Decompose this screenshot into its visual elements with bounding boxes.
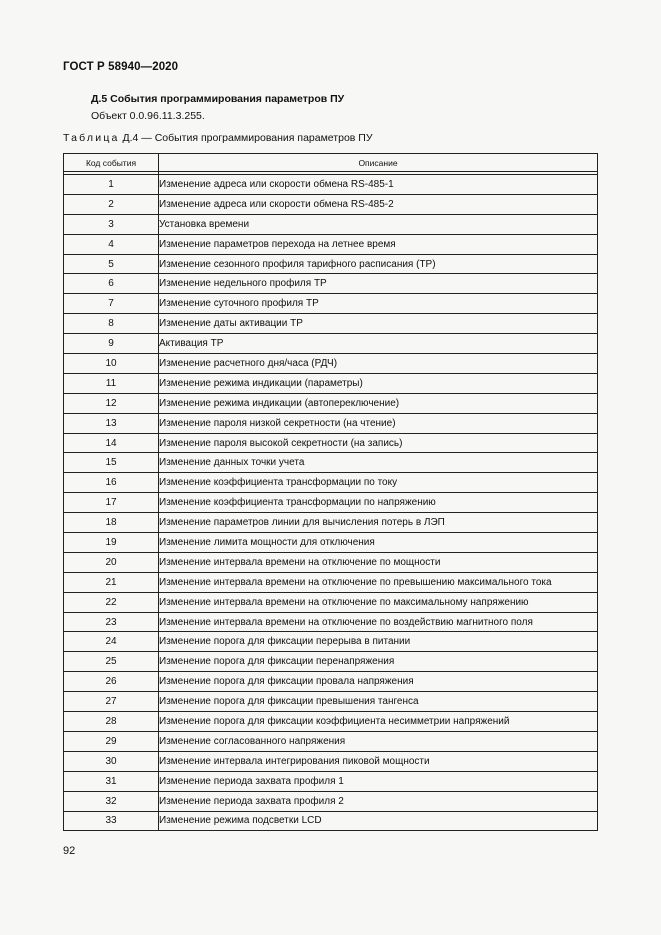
table-row — [64, 175, 598, 195]
table-row — [64, 334, 598, 354]
table-row — [64, 632, 598, 652]
event-description: Изменение порога для фиксации превышения тангенса — [159, 692, 598, 712]
table-row — [64, 751, 598, 771]
event-description: Установка времени — [159, 214, 598, 234]
event-code: 4 — [64, 234, 159, 254]
event-code: 11 — [64, 373, 159, 393]
table-row — [64, 712, 598, 732]
table-row — [64, 692, 598, 712]
event-code: 25 — [64, 652, 159, 672]
event-code: 12 — [64, 393, 159, 413]
event-code: 32 — [64, 791, 159, 811]
event-description: Изменение режима индикации (параметры) — [159, 373, 598, 393]
event-description: Изменение суточного профиля ТР — [159, 294, 598, 314]
page-number: 92 — [63, 845, 76, 857]
event-description: Изменение даты активации ТР — [159, 314, 598, 334]
table-row — [64, 254, 598, 274]
event-code: 1 — [64, 175, 159, 195]
event-code: 6 — [64, 274, 159, 294]
event-code: 28 — [64, 712, 159, 732]
event-description: Изменение адреса или скорости обмена RS-485-1 — [159, 175, 598, 195]
event-description: Изменение параметров линии для вычисления потерь в ЛЭП — [159, 513, 598, 533]
column-header-code: Код события — [64, 154, 159, 172]
event-code: 16 — [64, 473, 159, 493]
event-description: Изменение режима индикации (автопереключение) — [159, 393, 598, 413]
event-description: Изменение пароля низкой секретности (на чтение) — [159, 413, 598, 433]
event-description: Изменение лимита мощности для отключения — [159, 533, 598, 553]
event-description: Изменение порога для фиксации коэффициента несимметрии напряжений — [159, 712, 598, 732]
event-code: 10 — [64, 354, 159, 374]
table-row — [64, 771, 598, 791]
event-code: 24 — [64, 632, 159, 652]
event-code: 19 — [64, 533, 159, 553]
event-code: 18 — [64, 513, 159, 533]
table-row — [64, 194, 598, 214]
table-caption-label: Таблица — [63, 132, 120, 144]
table-row — [64, 393, 598, 413]
event-description: Изменение порога для фиксации провала напряжения — [159, 672, 598, 692]
event-description: Изменение расчетного дня/часа (РДЧ) — [159, 354, 598, 374]
event-description: Изменение интервала времени на отключение по максимальному напряжению — [159, 592, 598, 612]
event-description: Изменение режима подсветки LCD — [159, 811, 598, 831]
event-code: 20 — [64, 552, 159, 572]
table-body — [64, 172, 598, 831]
event-code: 29 — [64, 731, 159, 751]
event-description: Изменение недельного профиля ТР — [159, 274, 598, 294]
table-caption — [63, 132, 373, 144]
event-description: Изменение интервала времени на отключение по превышению максимального тока — [159, 572, 598, 592]
table-header-row — [64, 154, 598, 172]
section-title: Д.5 События программирования параметров ПУ — [91, 93, 345, 105]
event-description: Изменение интервала интегрирования пиковой мощности — [159, 751, 598, 771]
table-row — [64, 731, 598, 751]
event-code: 15 — [64, 453, 159, 473]
event-description: Изменение периода захвата профиля 1 — [159, 771, 598, 791]
table-row — [64, 433, 598, 453]
column-header-description: Описание — [159, 154, 598, 172]
event-description: Изменение коэффициента трансформации по напряжению — [159, 493, 598, 513]
event-code: 33 — [64, 811, 159, 831]
table-row — [64, 552, 598, 572]
event-code: 5 — [64, 254, 159, 274]
event-description: Изменение периода захвата профиля 2 — [159, 791, 598, 811]
event-description: Изменение интервала времени на отключение по мощности — [159, 552, 598, 572]
event-code: 2 — [64, 194, 159, 214]
event-code: 27 — [64, 692, 159, 712]
event-description: Изменение сезонного профиля тарифного расписания (ТР) — [159, 254, 598, 274]
table-row — [64, 413, 598, 433]
event-description: Изменение интервала времени на отключение по воздействию магнитного поля — [159, 612, 598, 632]
table-row — [64, 672, 598, 692]
event-code: 9 — [64, 334, 159, 354]
table-row — [64, 533, 598, 553]
table-row — [64, 214, 598, 234]
event-code: 21 — [64, 572, 159, 592]
event-code: 3 — [64, 214, 159, 234]
event-description: Изменение согласованного напряжения — [159, 731, 598, 751]
table-row — [64, 493, 598, 513]
table-row — [64, 314, 598, 334]
event-description: Изменение порога для фиксации перерыва в питании — [159, 632, 598, 652]
table-row — [64, 652, 598, 672]
event-code: 13 — [64, 413, 159, 433]
table-row — [64, 791, 598, 811]
table-row — [64, 473, 598, 493]
table-caption-text: Д.4 — События программирования параметров ПУ — [119, 132, 373, 144]
object-identifier: Объект 0.0.96.11.3.255. — [91, 110, 205, 122]
document-id: ГОСТ Р 58940—2020 — [63, 61, 179, 73]
table-row — [64, 513, 598, 533]
events-table — [63, 153, 598, 831]
table-row — [64, 592, 598, 612]
event-code: 23 — [64, 612, 159, 632]
event-description: Изменение параметров перехода на летнее время — [159, 234, 598, 254]
event-description: Изменение коэффициента трансформации по току — [159, 473, 598, 493]
event-code: 7 — [64, 294, 159, 314]
table-row — [64, 354, 598, 374]
table-row — [64, 453, 598, 473]
event-description: Изменение пароля высокой секретности (на запись) — [159, 433, 598, 453]
event-description: Изменение порога для фиксации перенапряжения — [159, 652, 598, 672]
table-row — [64, 234, 598, 254]
event-description: Активация ТР — [159, 334, 598, 354]
event-description: Изменение данных точки учета — [159, 453, 598, 473]
event-code: 26 — [64, 672, 159, 692]
event-code: 14 — [64, 433, 159, 453]
table-row — [64, 373, 598, 393]
event-code: 17 — [64, 493, 159, 513]
event-code: 30 — [64, 751, 159, 771]
event-description: Изменение адреса или скорости обмена RS-485-2 — [159, 194, 598, 214]
event-code: 22 — [64, 592, 159, 612]
table-row — [64, 294, 598, 314]
table-row — [64, 572, 598, 592]
table-row — [64, 612, 598, 632]
table-row — [64, 274, 598, 294]
event-code: 31 — [64, 771, 159, 791]
table-row — [64, 811, 598, 831]
event-code: 8 — [64, 314, 159, 334]
